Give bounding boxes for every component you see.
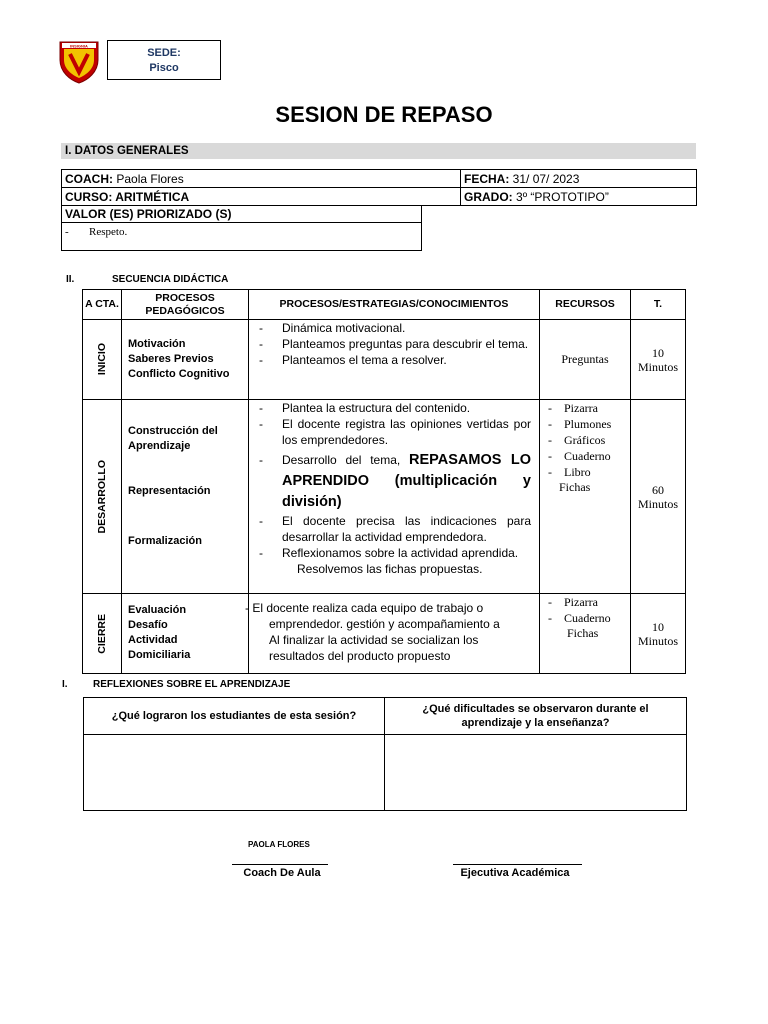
- desarrollo-recurso: - Cuaderno: [540, 448, 630, 464]
- header-recursos: RECURSOS: [540, 290, 631, 320]
- logo-text: INSIGNIA: [70, 43, 88, 49]
- valor-label: VALOR (ES) PRIORIZADO (S): [62, 206, 422, 223]
- cierre-tiempo-num: 10: [652, 619, 664, 634]
- cierre-estrategia-line: - El docente realiza cada equipo de trabajo o: [245, 601, 484, 615]
- desarrollo-estrategia: - El docente precisa las indicaciones para desarrollar la actividad emprendedora.: [249, 513, 531, 545]
- curso-cell: CURSO: ARITMÉTICA: [62, 188, 461, 206]
- cierre-procesos: [122, 594, 249, 674]
- cierre-label: CIERRE: [96, 613, 108, 654]
- desarrollo-proceso: Construcción del Aprendizaje: [128, 425, 218, 452]
- section-2-title: SECUENCIA DIDÁCTICA: [112, 274, 229, 285]
- inicio-estrategias: [249, 320, 540, 400]
- valor-item-cell: [62, 223, 422, 251]
- desarrollo-estrategia: - El docente registra las opiniones vertidas por los emprendedores.: [249, 416, 531, 448]
- coach-value: Paola Flores: [116, 171, 184, 186]
- section-datos-generales-title: I. DATOS GENERALES: [61, 143, 696, 159]
- desarrollo-prefix: Desarrollo del tema,: [282, 453, 401, 467]
- section-2-number: II.: [66, 274, 75, 285]
- inicio-procesos: [122, 320, 249, 400]
- valor-item: Respeto.: [89, 226, 128, 238]
- signature-label-coach: Coach De Aula: [243, 867, 321, 879]
- desarrollo-big: REPASAMOS LO APRENDIDO (multiplicación y división): [282, 452, 531, 510]
- valor-table: [61, 205, 422, 251]
- desarrollo-tiempo-num: 60: [652, 482, 664, 497]
- inicio-tiempo-num: 10: [652, 345, 664, 360]
- cierre-estrategia-line: resultados del producto propuesto: [269, 649, 451, 663]
- cierre-recurso: - Cuaderno: [540, 610, 630, 626]
- cierre-estrategia-line: emprendedor. gestión y acompañamiento a: [269, 617, 500, 631]
- cierre-recurso-extra: Fichas: [567, 626, 599, 640]
- reflexion-question-1: ¿Qué lograron los estudiantes de esta sesión?: [84, 698, 385, 735]
- cierre-tiempo: [631, 594, 686, 674]
- reflexion-answer-2[interactable]: [385, 735, 687, 811]
- cierre-recurso: - Pizarra: [540, 594, 630, 610]
- cierre-proceso: Actividad: [128, 634, 178, 646]
- header-acta: A CTA.: [83, 290, 122, 320]
- fecha-value: 31/ 07/ 2023: [512, 171, 580, 186]
- desarrollo-label: DESARROLLO: [96, 459, 108, 534]
- signature-line-ejecutiva: [453, 864, 582, 865]
- inicio-proceso: Motivación: [128, 338, 186, 350]
- valor-dash: -: [65, 226, 69, 238]
- reflexiones-table: [83, 697, 687, 811]
- inicio-tiempo: [631, 320, 686, 400]
- header-procesos: PROCESOS PEDAGÓGICOS: [122, 290, 249, 320]
- sede-box: [107, 40, 221, 80]
- header-estrategias: PROCESOS/ESTRATEGIAS/CONOCIMIENTOS: [249, 290, 540, 320]
- desarrollo-proceso: Formalización: [128, 535, 202, 547]
- desarrollo-recurso: - Pizarra: [540, 400, 630, 416]
- section-3-number: I.: [62, 679, 68, 690]
- fecha-label: FECHA:: [464, 171, 510, 186]
- reflexion-answer-1[interactable]: [84, 735, 385, 811]
- inicio-estrategia: - Planteamos el tema a resolver.: [249, 352, 531, 368]
- inicio-proceso: Saberes Previos: [128, 353, 214, 365]
- cierre-proceso: Evaluación: [128, 604, 187, 616]
- reflexion-question-2: ¿Qué dificultades se observaron durante el aprendizaje y la enseñanza?: [385, 698, 687, 735]
- desarrollo-recursos: [540, 400, 631, 594]
- desarrollo-procesos: [122, 400, 249, 594]
- cierre-recursos: [540, 594, 631, 674]
- signature-name: PAOLA FLORES: [248, 840, 310, 849]
- desarrollo-tiempo-unit: Minutos: [637, 496, 678, 511]
- coach-cell: [62, 170, 461, 188]
- header-tiempo: T.: [631, 290, 686, 320]
- cierre-tiempo-unit: Minutos: [637, 633, 678, 648]
- desarrollo-estrategia: - Reflexionamos sobre la actividad aprendida.: [249, 545, 531, 561]
- desarrollo-extra: Resolvemos las fichas propuestas.: [297, 562, 483, 576]
- page-title: SESION DE REPASO: [275, 102, 493, 127]
- row-cierre: [83, 594, 686, 674]
- coach-label: COACH:: [65, 171, 113, 186]
- cierre-estrategia-line: Al finalizar la actividad se socializan los: [269, 633, 479, 647]
- desarrollo-tema: [249, 448, 531, 513]
- inicio-recurso: Preguntas: [540, 320, 631, 400]
- grado-value: 3º “PROTOTIPO”: [516, 189, 609, 204]
- desarrollo-proceso: Representación: [128, 485, 211, 497]
- grado-label: GRADO:: [464, 189, 513, 204]
- sede-label: SEDE:: [147, 47, 181, 59]
- desarrollo-recurso: - Gráficos: [540, 432, 630, 448]
- grado-cell: [461, 188, 697, 206]
- cierre-proceso: Desafío: [128, 619, 168, 631]
- general-data-table: [61, 169, 697, 206]
- cierre-estrategias: [245, 594, 540, 674]
- inicio-tiempo-unit: Minutos: [637, 359, 678, 374]
- row-desarrollo: [83, 400, 686, 594]
- school-logo: [58, 40, 100, 84]
- desarrollo-recurso: - Plumones: [540, 416, 630, 432]
- desarrollo-tiempo: [631, 400, 686, 594]
- secuencia-didactica-table: [82, 289, 686, 674]
- signature-line-coach: [232, 864, 328, 865]
- signature-label-ejecutiva: Ejecutiva Académica: [460, 867, 570, 879]
- section-3-title: REFLEXIONES SOBRE EL APRENDIZAJE: [93, 679, 291, 690]
- fecha-cell: [461, 170, 697, 188]
- desarrollo-estrategia: - Plantea la estructura del contenido.: [249, 400, 531, 416]
- desarrollo-recurso: - Libro: [540, 464, 630, 480]
- desarrollo-estrategias: [249, 400, 540, 594]
- inicio-label: INICIO: [96, 343, 108, 376]
- inicio-estrategia: - Planteamos preguntas para descubrir el tema.: [249, 336, 531, 352]
- sede-value: Pisco: [149, 62, 179, 74]
- cierre-proceso: Domiciliaria: [128, 649, 191, 661]
- inicio-estrategia: - Dinámica motivacional.: [249, 320, 531, 336]
- inicio-proceso: Conflicto Cognitivo: [128, 368, 230, 380]
- desarrollo-recurso-extra: Fichas: [559, 480, 591, 494]
- row-inicio: [83, 320, 686, 400]
